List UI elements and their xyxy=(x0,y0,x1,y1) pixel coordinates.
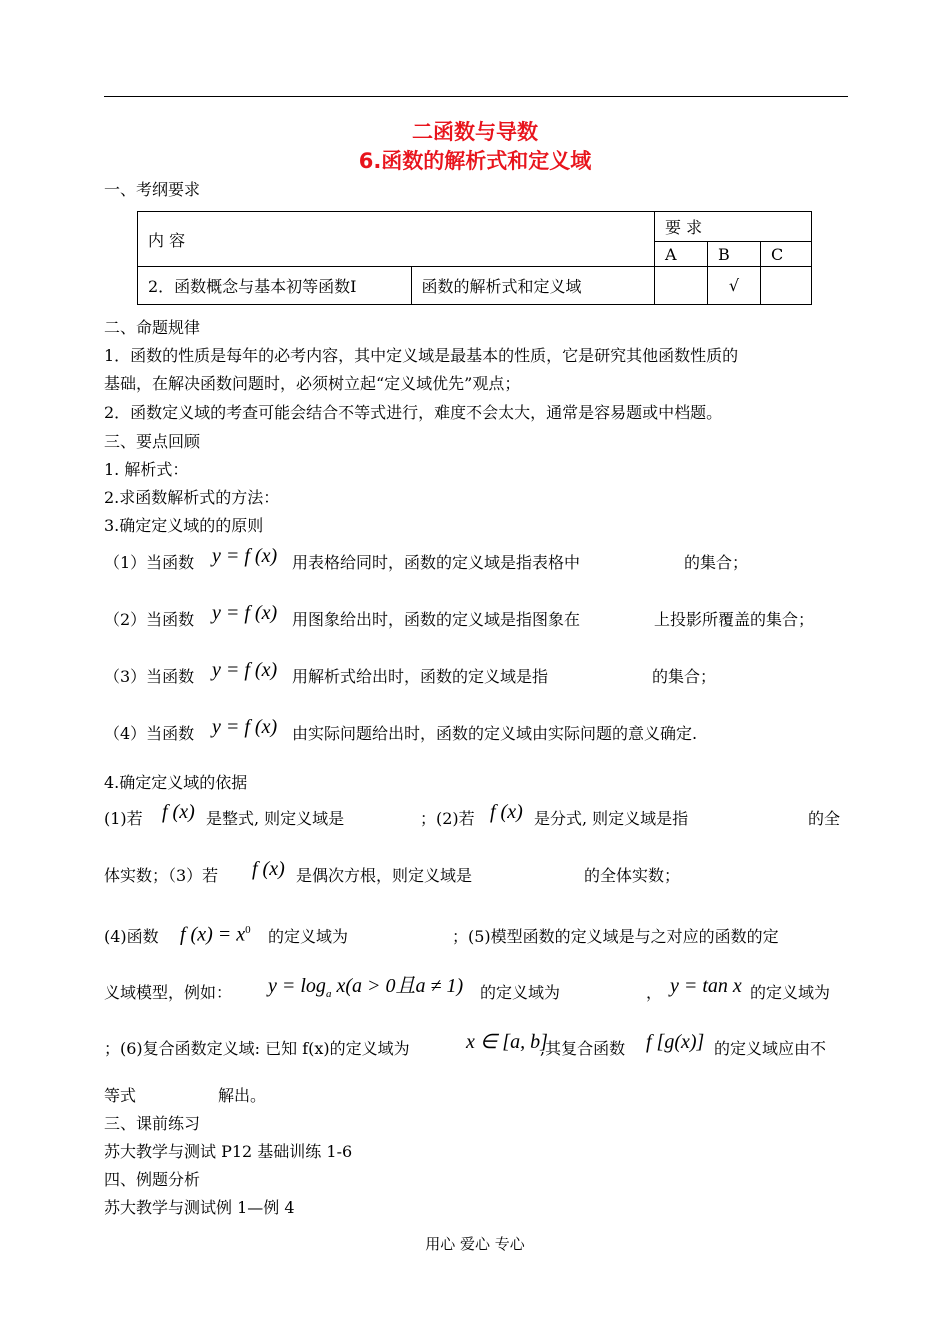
review-item-2: 2.求函数解析式的方法： xyxy=(104,488,280,507)
principle-3-text: 用解析式给出时，函数的定义域是指 xyxy=(292,667,549,686)
basis-2-end: 的全 xyxy=(808,809,841,828)
page-footer: 用心 爱心 专心 xyxy=(425,1235,525,1253)
basis-4-prefix: (4)函数 xyxy=(104,927,159,946)
principle-2-end: 上投影所覆盖的集合； xyxy=(654,610,815,629)
section-heading-review: 三、要点回顾 xyxy=(104,432,201,451)
fx-formula: f (x) xyxy=(490,801,523,823)
basis-3-text: 是偶次方根，则定义域是 xyxy=(296,866,473,885)
function-formula: y = f (x) xyxy=(212,602,278,624)
practice-text: 苏大教学与测试 P12 基础训练 1-6 xyxy=(104,1142,353,1161)
review-item-3: 3.确定定义域的的原则 xyxy=(104,516,264,535)
table-header-requirement: 要 求 xyxy=(655,212,812,242)
rule-paragraph-2: 2．函数定义域的考查可能会结合不等式进行，难度不会太大，通常是容易题或中档题。 xyxy=(104,403,723,422)
basis-6-end: 的定义域应由不 xyxy=(714,1039,827,1058)
principle-2-text: 用图象给出时，函数的定义域是指图象在 xyxy=(292,610,581,629)
principle-4-prefix: （4）当函数 xyxy=(104,724,195,743)
function-formula: y = f (x) xyxy=(212,659,278,681)
function-formula: y = f (x) xyxy=(212,716,278,738)
rule-paragraph-1a: 1．函数的性质是每年的必考内容，其中定义域是最基本的性质，它是研究其他函数性质的 xyxy=(104,346,739,365)
principle-1-text: 用表格给同时，函数的定义域是指表格中 xyxy=(292,553,581,572)
principle-3-end: 的集合； xyxy=(652,667,717,686)
section-heading-examples: 四、例题分析 xyxy=(104,1170,201,1189)
principle-2-prefix: （2）当函数 xyxy=(104,610,195,629)
fx-formula: f (x) xyxy=(162,801,195,823)
basis-5-text: ；(5)模型函数的定义域是与之对应的函数的定 xyxy=(452,927,779,946)
basis-4-text: 的定义域为 xyxy=(268,927,349,946)
fx-formula: f (x) xyxy=(252,858,285,880)
tan-formula: y = tan x xyxy=(670,975,742,997)
rule-paragraph-1b: 基础，在解决函数问题时，必须树立起“定义域优先”观点； xyxy=(104,374,521,393)
header-rule xyxy=(104,96,848,97)
basis-6-inequality: 等式 xyxy=(104,1086,137,1105)
basis-1-prefix: (1)若 xyxy=(104,809,143,828)
review-item-1: 1. 解析式： xyxy=(104,460,189,479)
basis-6-solve: 解出。 xyxy=(218,1086,267,1105)
table-header-content: 内 容 xyxy=(138,212,655,267)
basis-6-text: ,其复合函数 xyxy=(540,1039,626,1058)
requirements-table xyxy=(137,211,812,305)
examples-text: 苏大教学与测试例 1—例 4 xyxy=(104,1198,295,1217)
section-heading-rules: 二、命题规律 xyxy=(104,318,201,337)
principle-4-text: 由实际问题给出时，函数的定义域由实际问题的意义确定. xyxy=(292,724,698,743)
table-row-item: 函数的解析式和定义域 xyxy=(411,267,654,305)
table-col-c: C xyxy=(761,242,812,267)
basis-1-text: 是整式, 则定义域是 xyxy=(206,809,345,828)
principle-1-prefix: （1）当函数 xyxy=(104,553,195,572)
principle-1-end: 的集合； xyxy=(684,553,749,572)
basis-5-example: 义域模型，例如： xyxy=(104,983,233,1002)
table-cell-c xyxy=(761,267,812,305)
interval-formula: x ∈ [a, b] xyxy=(466,1031,548,1053)
chapter-title: 二函数与导数 xyxy=(412,120,538,144)
log-domain-text: 的定义域为 xyxy=(480,983,561,1002)
basis-2-text: 是分式, 则定义域是指 xyxy=(534,809,689,828)
log-formula: $y = \log_a x(a > 0$且a ≠ 1) xyxy=(268,975,464,1000)
section-heading-outline: 一、考纲要求 xyxy=(104,180,201,199)
table-row-topic: 2．函数概念与基本初等函数Ⅰ xyxy=(138,267,412,305)
basis-3-prefix: 体实数；（3）若 xyxy=(104,866,219,885)
function-formula: y = f (x) xyxy=(212,545,278,567)
table-cell-b: √ xyxy=(708,267,761,305)
table-col-b: B xyxy=(708,242,761,267)
basis-3-end: 的全体实数； xyxy=(584,866,681,885)
comma: ， xyxy=(646,983,663,1002)
table-col-a: A xyxy=(655,242,708,267)
table-cell-a xyxy=(655,267,708,305)
power-formula: f $(x) = x^0$ xyxy=(180,923,251,946)
review-item-4: 4.确定定义域的依据 xyxy=(104,773,248,792)
basis-6-prefix: ；(6)复合函数定义域: 已知 f(x)的定义域为 xyxy=(104,1039,410,1058)
composite-formula: f [g(x)] xyxy=(646,1031,705,1053)
section-heading-practice: 三、课前练习 xyxy=(104,1114,201,1133)
basis-2-prefix: ；(2)若 xyxy=(420,809,475,828)
lesson-title: 6.函数的解析式和定义域 xyxy=(358,149,592,173)
tan-domain-text: 的定义域为 xyxy=(750,983,831,1002)
principle-3-prefix: （3）当函数 xyxy=(104,667,195,686)
